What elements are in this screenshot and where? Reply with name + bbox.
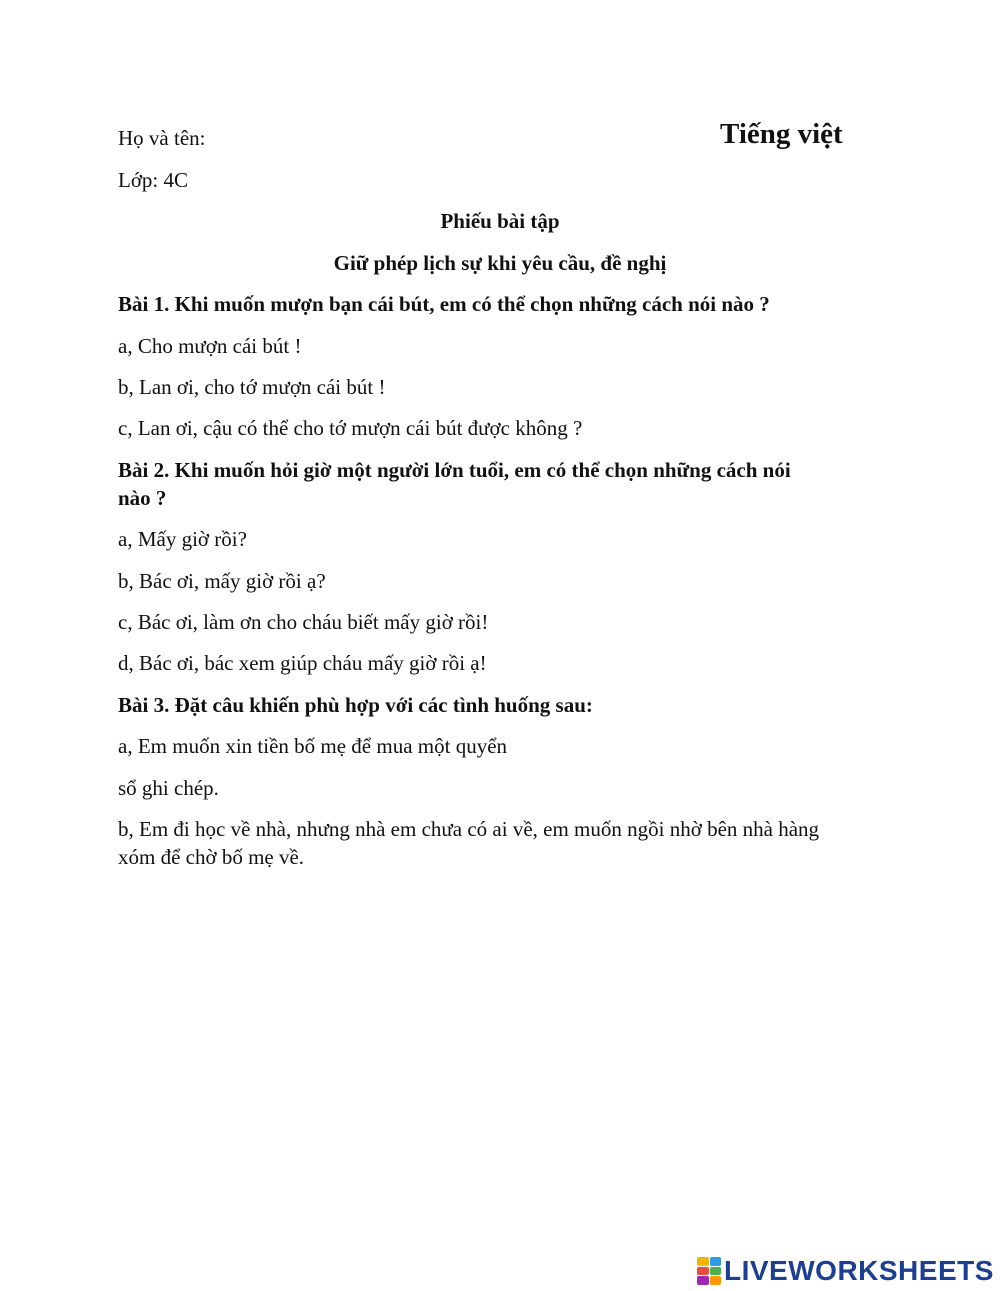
exercise-3-heading: Bài 3. Đặt câu khiến phù hợp với các tình huống sau:: [118, 693, 593, 717]
exercise-3-item-a-line1: a, Em muốn xin tiền bố mẹ để mua một quyển: [118, 734, 508, 758]
exercise-2-heading-line2: nào ?: [118, 486, 167, 510]
exercise-2-option-a: a, Mấy giờ rồi?: [118, 527, 247, 551]
exercise-1-option-a: a, Cho mượn cái bút !: [118, 334, 302, 358]
worksheet-subtitle: Giữ phép lịch sự khi yêu cầu, đề nghị: [333, 251, 667, 275]
logo-mark-icon: [697, 1257, 721, 1285]
name-label: Họ và tên:: [118, 126, 206, 150]
exercise-2-heading-line1: Bài 2. Khi muốn hỏi giờ một người lớn tuổi, em có thể chọn những cách nói: [118, 458, 791, 482]
exercise-3-item-b-line1: b, Em đi học về nhà, nhưng nhà em chưa có ai về, em muốn ngồi nhờ bên nhà hàng: [118, 817, 820, 841]
exercise-3-item-a-line2: sổ ghi chép.: [118, 776, 219, 800]
brand-name: LIVEWORKSHEETS: [724, 1255, 994, 1286]
liveworksheets-logo: [697, 1254, 994, 1288]
exercise-2-option-b: b, Bác ơi, mấy giờ rồi ạ?: [118, 569, 326, 593]
exercise-1-option-b: b, Lan ơi, cho tớ mượn cái bút !: [118, 375, 386, 399]
class-label: Lớp: 4C: [118, 168, 189, 192]
exercise-2-option-d: d, Bác ơi, bác xem giúp cháu mấy giờ rồi ạ!: [118, 651, 487, 675]
exercise-2-option-c: c, Bác ơi, làm ơn cho cháu biết mấy giờ rồi!: [118, 610, 489, 634]
subject-title: Tiếng việt: [720, 118, 843, 150]
exercise-3-item-b-line2: xóm để chờ bố mẹ về.: [118, 845, 305, 869]
worksheet-title: Phiếu bài tập: [440, 209, 560, 233]
exercise-1-heading: Bài 1. Khi muốn mượn bạn cái bút, em có thể chọn những cách nói nào ?: [118, 292, 770, 316]
exercise-1-option-c: c, Lan ơi, cậu có thể cho tớ mượn cái bút được không ?: [118, 416, 583, 440]
